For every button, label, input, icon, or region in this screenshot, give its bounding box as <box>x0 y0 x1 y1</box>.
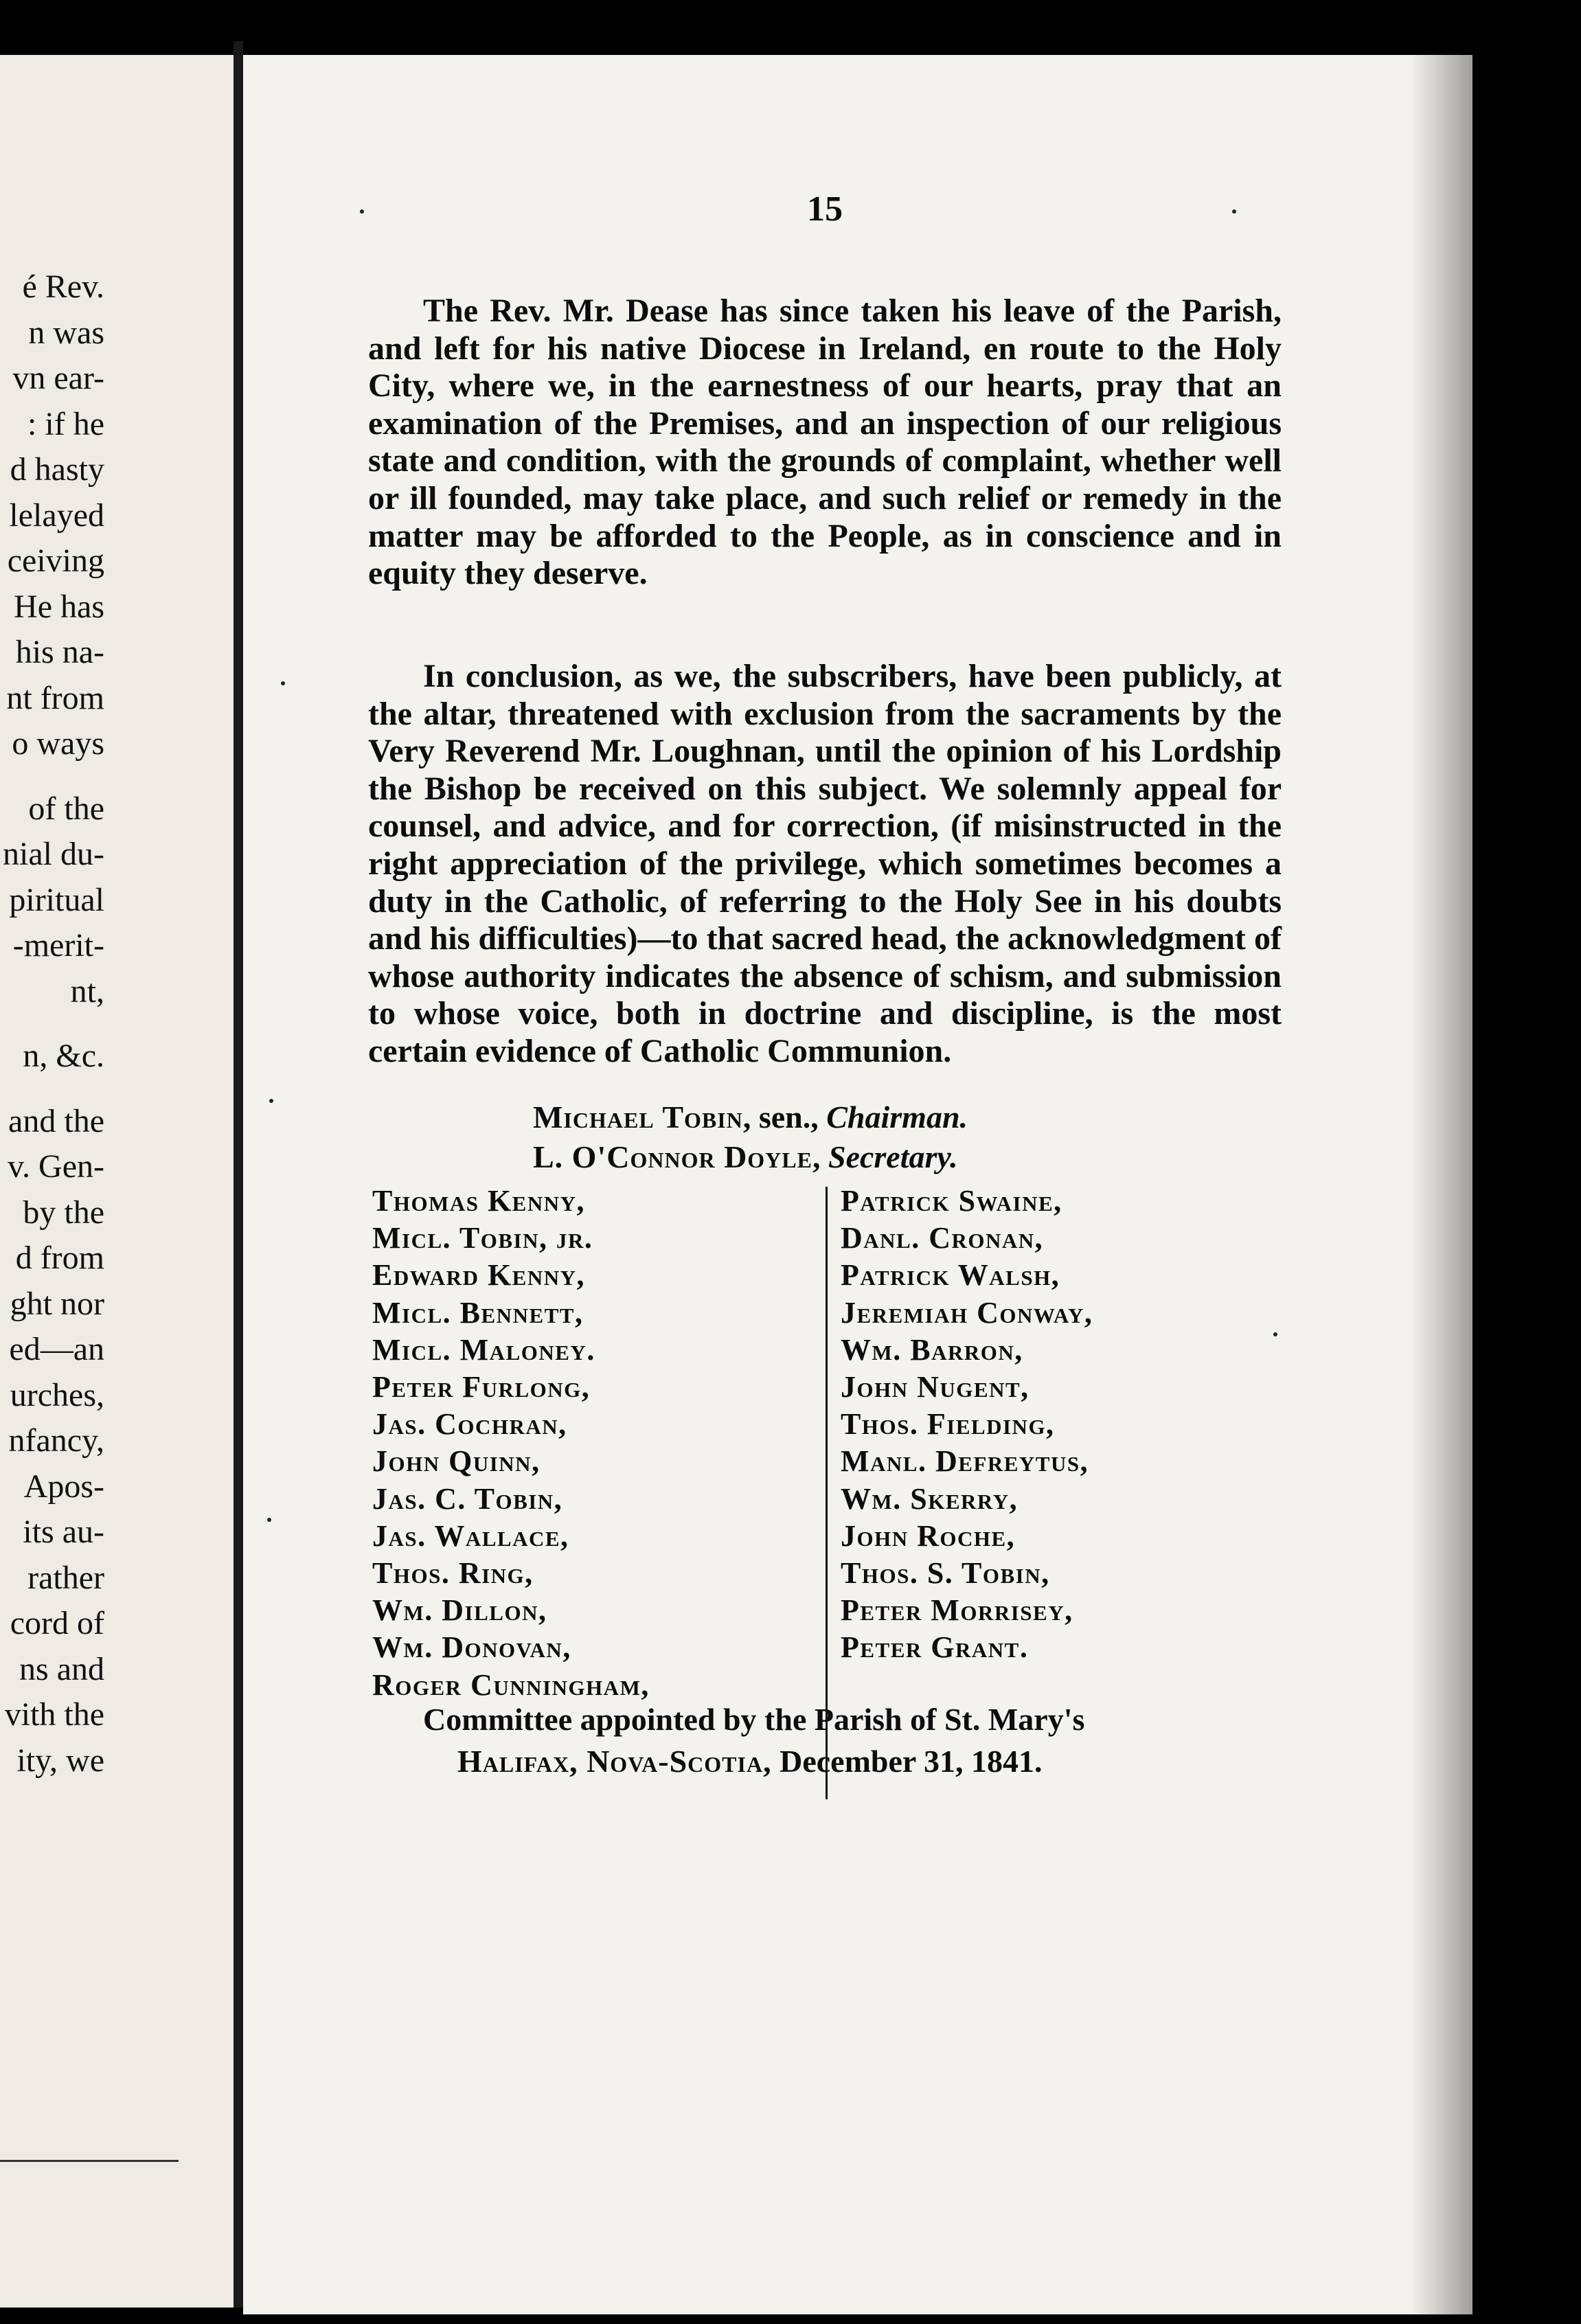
ink-speck <box>1232 209 1236 214</box>
book-gutter <box>234 41 243 2308</box>
signatory-name: Roger Cunningham, <box>372 1667 650 1702</box>
facing-page-line: n, &c. <box>23 1038 104 1074</box>
signatory-name: Danl. Cronan, <box>841 1221 1044 1255</box>
place: Halifax, Nova-Scotia, <box>457 1744 772 1779</box>
place-date-line <box>368 1743 1371 1779</box>
signatory-name: Peter Furlong, <box>372 1370 591 1404</box>
signatory-name: John Roche, <box>841 1518 1016 1553</box>
ink-speck <box>1273 1332 1277 1336</box>
facing-page-line: vn ear- <box>12 360 104 396</box>
facing-page-line: its au- <box>23 1514 104 1550</box>
facing-page-line: urches, <box>10 1376 104 1413</box>
facing-page-text <box>3 264 104 1784</box>
signatory-name: Wm. Dillon, <box>372 1593 547 1628</box>
facing-page-line: of the <box>28 790 104 827</box>
facing-page-line: ns and <box>19 1650 104 1687</box>
page <box>243 55 1472 2314</box>
signatory-name: Jeremiah Conway, <box>841 1295 1093 1330</box>
facing-page-line: nfancy, <box>8 1422 104 1459</box>
chairman-name: Michael Tobin <box>533 1100 743 1135</box>
signatory-list-right <box>841 1183 1093 1667</box>
facing-page-line: é Rev. <box>22 269 104 305</box>
signatory-name: Micl. Maloney. <box>372 1332 595 1367</box>
facing-page-line: nt, <box>70 972 104 1010</box>
signatory-name: Jas. C. Tobin, <box>372 1481 563 1516</box>
date: December 31, 1841. <box>771 1744 1043 1779</box>
facing-page-line: his na- <box>15 634 104 670</box>
signatory-name: Wm. Donovan, <box>372 1630 571 1665</box>
facing-page-line: rather <box>27 1559 104 1596</box>
ink-speck <box>281 681 285 685</box>
secretary-name: L. O'Connor Doyle <box>533 1139 812 1174</box>
facing-page-line: vith the <box>4 1696 104 1733</box>
facing-page-line: v. Gen- <box>8 1148 104 1185</box>
facing-page-line: ght nor <box>10 1285 104 1322</box>
facing-page-line: piritual <box>9 881 104 918</box>
signatory-name: Peter Morrisey, <box>841 1593 1073 1628</box>
facing-page-rule <box>0 2160 179 2162</box>
signatory-name: Peter Grant. <box>841 1630 1029 1665</box>
ink-speck <box>360 209 364 214</box>
signatory-list-left <box>372 1183 650 1704</box>
signatory-name: John Nugent, <box>841 1370 1030 1404</box>
signatory-name: Thos. Fielding, <box>841 1407 1055 1442</box>
facing-page-line: nial du- <box>3 836 104 872</box>
facing-page-line: lelayed <box>9 497 104 534</box>
signatory-name: Manl. Defreytus, <box>841 1444 1089 1479</box>
paragraph-conclusion: In conclusion, as we, the subscribers, have been publicly, at the altar, threatened with exclusion from the sacraments by the Very Reverend Mr. Loughnan, until the opinion of his Lordship the Bishop be received on this subject. We solemnly appeal for counsel, and advice, and for correction, (if misinstructed in the right appreciation of the privilege, which sometimes becomes a duty in the Catholic, of referring to the Holy See in his doubts and his difficulties)—to that sacred head, the acknowledgment of whose authority indicates the absence of schism, and submission to whose voice, both in doctrine and discipline, is the most certain evidence of Catholic Communion. <box>368 658 1282 1069</box>
paragraph-dease-departure: The Rev. Mr. Dease has since taken his leave of the Parish, and left for his native Diocese in Ireland, en route to the Holy City, where we, in the earnestness of our hearts, pray that an examination of the Premises, and an inspection of our religious state and condition, with the grounds of complaint, whether well or ill founded, may take place, and such relief or remedy in the matter may be afforded to the People, as in conscience and in equity they deserve. <box>368 293 1282 592</box>
facing-page-line: -merit- <box>12 927 104 964</box>
facing-page-line: d hasty <box>10 451 104 488</box>
facing-page-line: o ways <box>12 725 104 762</box>
secretary-suffix: , <box>812 1139 828 1174</box>
facing-page-gap <box>3 1014 104 1034</box>
signatory-name: John Quinn, <box>372 1444 541 1479</box>
signatory-name: Micl. Tobin, jr. <box>372 1221 593 1255</box>
chairman-signature <box>368 1099 1446 1135</box>
facing-page-line: n was <box>28 314 104 351</box>
facing-page-line: cord of <box>10 1605 104 1641</box>
facing-page-gap <box>3 1080 104 1099</box>
facing-page-line: by the <box>23 1194 104 1231</box>
facing-page-line: ed—an <box>9 1331 104 1367</box>
signatory-name: Thos. Ring, <box>372 1556 534 1591</box>
secretary-signature <box>368 1139 1446 1175</box>
signatory-name: Patrick Walsh, <box>841 1258 1060 1292</box>
facing-page-fragment <box>0 55 234 2308</box>
facing-page-line: ity, we <box>16 1742 104 1779</box>
signatory-name: Patrick Swaine, <box>841 1184 1062 1218</box>
committee-line: Committee appointed by the Parish of St. Mary's <box>423 1702 1085 1737</box>
facing-page-line: Apos- <box>23 1468 104 1505</box>
signatory-name: Thos. S. Tobin, <box>841 1556 1050 1591</box>
facing-page-line: and the <box>8 1102 104 1139</box>
secretary-title: Secretary. <box>828 1139 958 1174</box>
signatory-name: Micl. Bennett, <box>372 1295 584 1330</box>
facing-page-line: d from <box>15 1240 104 1276</box>
chairman-suffix: , sen., <box>742 1100 827 1135</box>
facing-page-line: ceiving <box>7 543 104 579</box>
facing-page-line: nt from <box>6 679 104 716</box>
ink-speck <box>267 1518 271 1522</box>
signatory-name: Edward Kenny, <box>372 1258 586 1292</box>
signatory-name: Jas. Wallace, <box>372 1518 569 1553</box>
signatory-name: Jas. Cochran, <box>372 1407 567 1442</box>
page-number: 15 <box>807 190 843 229</box>
facing-page-gap <box>3 767 104 786</box>
signatory-name: Wm. Barron, <box>841 1332 1023 1367</box>
facing-page-line: : if he <box>27 405 104 442</box>
signatory-name: Thomas Kenny, <box>372 1184 586 1218</box>
facing-page-line: He has <box>14 588 104 625</box>
chairman-title: Chairman. <box>826 1100 968 1135</box>
ink-speck <box>269 1099 273 1103</box>
signatory-name: Wm. Skerry, <box>841 1481 1019 1516</box>
